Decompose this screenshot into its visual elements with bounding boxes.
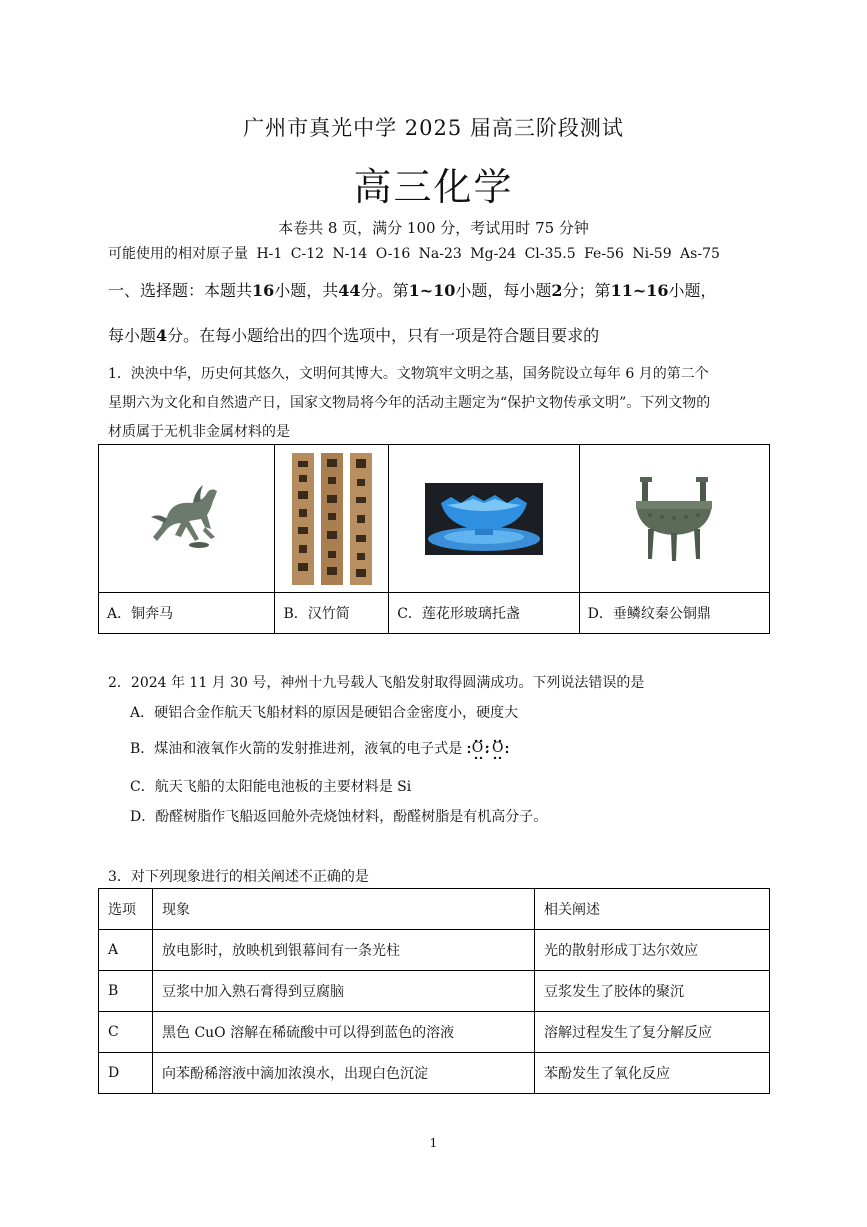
table-row xyxy=(99,1053,770,1094)
q3-header-phenomenon: 现象 xyxy=(153,889,535,930)
q2-option-b xyxy=(130,738,509,759)
q1-option-d: D．垂鳞纹秦公铜鼎 xyxy=(579,593,769,634)
glass-bowl-image xyxy=(425,483,543,555)
q3-table xyxy=(98,888,770,1094)
q1-artifact-table xyxy=(98,444,770,634)
liquid-oxygen-formula-text: O:O xyxy=(471,740,506,756)
q1-option-a: A．铜奔马 xyxy=(99,593,275,634)
q2-option-d: D．酚醛树脂作飞船返回舱外壳烧蚀材料，酚醛树脂是有机高分子。 xyxy=(130,809,548,825)
q1-image-cell-c xyxy=(389,445,579,593)
q3-row-a-option: A xyxy=(99,930,153,971)
q3-row-c-phenomenon: 黑色 CuO 溶解在稀硫酸中可以得到蓝色的溶液 xyxy=(153,1012,535,1053)
q1-image-cell-b xyxy=(275,445,389,593)
q3-header-explanation: 相关阐述 xyxy=(535,889,770,930)
bronze-ding-image xyxy=(626,471,722,567)
section-instructions-line2: 每小题4分。在每小题给出的四个选项中，只有一项是符合题目要求的 xyxy=(108,326,600,345)
q2-option-a: A．硬铝合金作航天飞船材料的原因是硬铝合金密度小，硬度大 xyxy=(130,705,519,721)
subject-title: 高三化学 xyxy=(353,165,514,209)
q2-option-b-text: B．煤油和液氧作火箭的发射推进剂，液氧的电子式是 xyxy=(130,741,463,757)
q3-row-b-phenomenon: 豆浆中加入熟石膏得到豆腐脑 xyxy=(153,971,535,1012)
q2-stem: 2．2024 年 11 月 30 号，神州十九号载人飞船发射取得圆满成功。下列说法错误的是 xyxy=(108,675,645,691)
atomic-masses: 可能使用的相对原子量 H-1 C-12 N-14 O-16 Na-23 Mg-24 Cl-35.5 Fe-56 Ni-59 As-75 xyxy=(108,246,720,262)
q1-stem-line1: 1．泱泱中华，历史何其悠久，文明何其博大。文物筑牢文明之基，国务院设立每年 6 月的第二个 xyxy=(108,366,709,382)
bronze-horse-image xyxy=(137,479,237,559)
q3-row-a-phenomenon: 放电影时，放映机到银幕间有一条光柱 xyxy=(153,930,535,971)
section-instructions-line1: 一、选择题：本题共16小题，共44分。第1~10小题，每小题2分；第11~16小题， xyxy=(108,281,717,300)
q1-option-b: B．汉竹简 xyxy=(275,593,389,634)
q3-row-d-explanation: 苯酚发生了氧化反应 xyxy=(535,1053,770,1094)
q3-stem: 3．对下列现象进行的相关阐述不正确的是 xyxy=(108,869,369,885)
q3-row-d-option: D xyxy=(99,1053,153,1094)
q1-stem-line2: 星期六为文化和自然遗产日，国家文物局将今年的活动主题定为“保护文物传承文明”。下列文物的 xyxy=(108,395,711,411)
page-number: 1 xyxy=(429,1136,438,1150)
q3-row-b-option: B xyxy=(99,971,153,1012)
q3-header-option: 选项 xyxy=(99,889,153,930)
q3-row-b-explanation: 豆浆发生了胶体的聚沉 xyxy=(535,971,770,1012)
exam-info: 本卷共 8 页，满分 100 分，考试用时 75 分钟 xyxy=(278,219,589,237)
school-title: 广州市真光中学 2025 届高三阶段测试 xyxy=(243,116,624,140)
q3-row-a-explanation: 光的散射形成丁达尔效应 xyxy=(535,930,770,971)
table-row xyxy=(99,1012,770,1053)
bamboo-slips-image xyxy=(290,451,374,587)
q1-image-cell-d xyxy=(579,445,769,593)
q1-option-c: C．莲花形玻璃托盏 xyxy=(389,593,579,634)
q3-row-c-explanation: 溶解过程发生了复分解反应 xyxy=(535,1012,770,1053)
q1-image-cell-a xyxy=(99,445,275,593)
table-row xyxy=(99,930,770,971)
liquid-oxygen-electron-formula xyxy=(467,739,509,759)
q3-row-c-option: C xyxy=(99,1012,153,1053)
q3-row-d-phenomenon: 向苯酚稀溶液中滴加浓溴水，出现白色沉淀 xyxy=(153,1053,535,1094)
q1-stem-line3: 材质属于无机非金属材料的是 xyxy=(108,424,290,440)
q2-option-c: C．航天飞船的太阳能电池板的主要材料是 Si xyxy=(130,779,412,795)
table-row xyxy=(99,971,770,1012)
q3-table-header xyxy=(99,889,770,930)
